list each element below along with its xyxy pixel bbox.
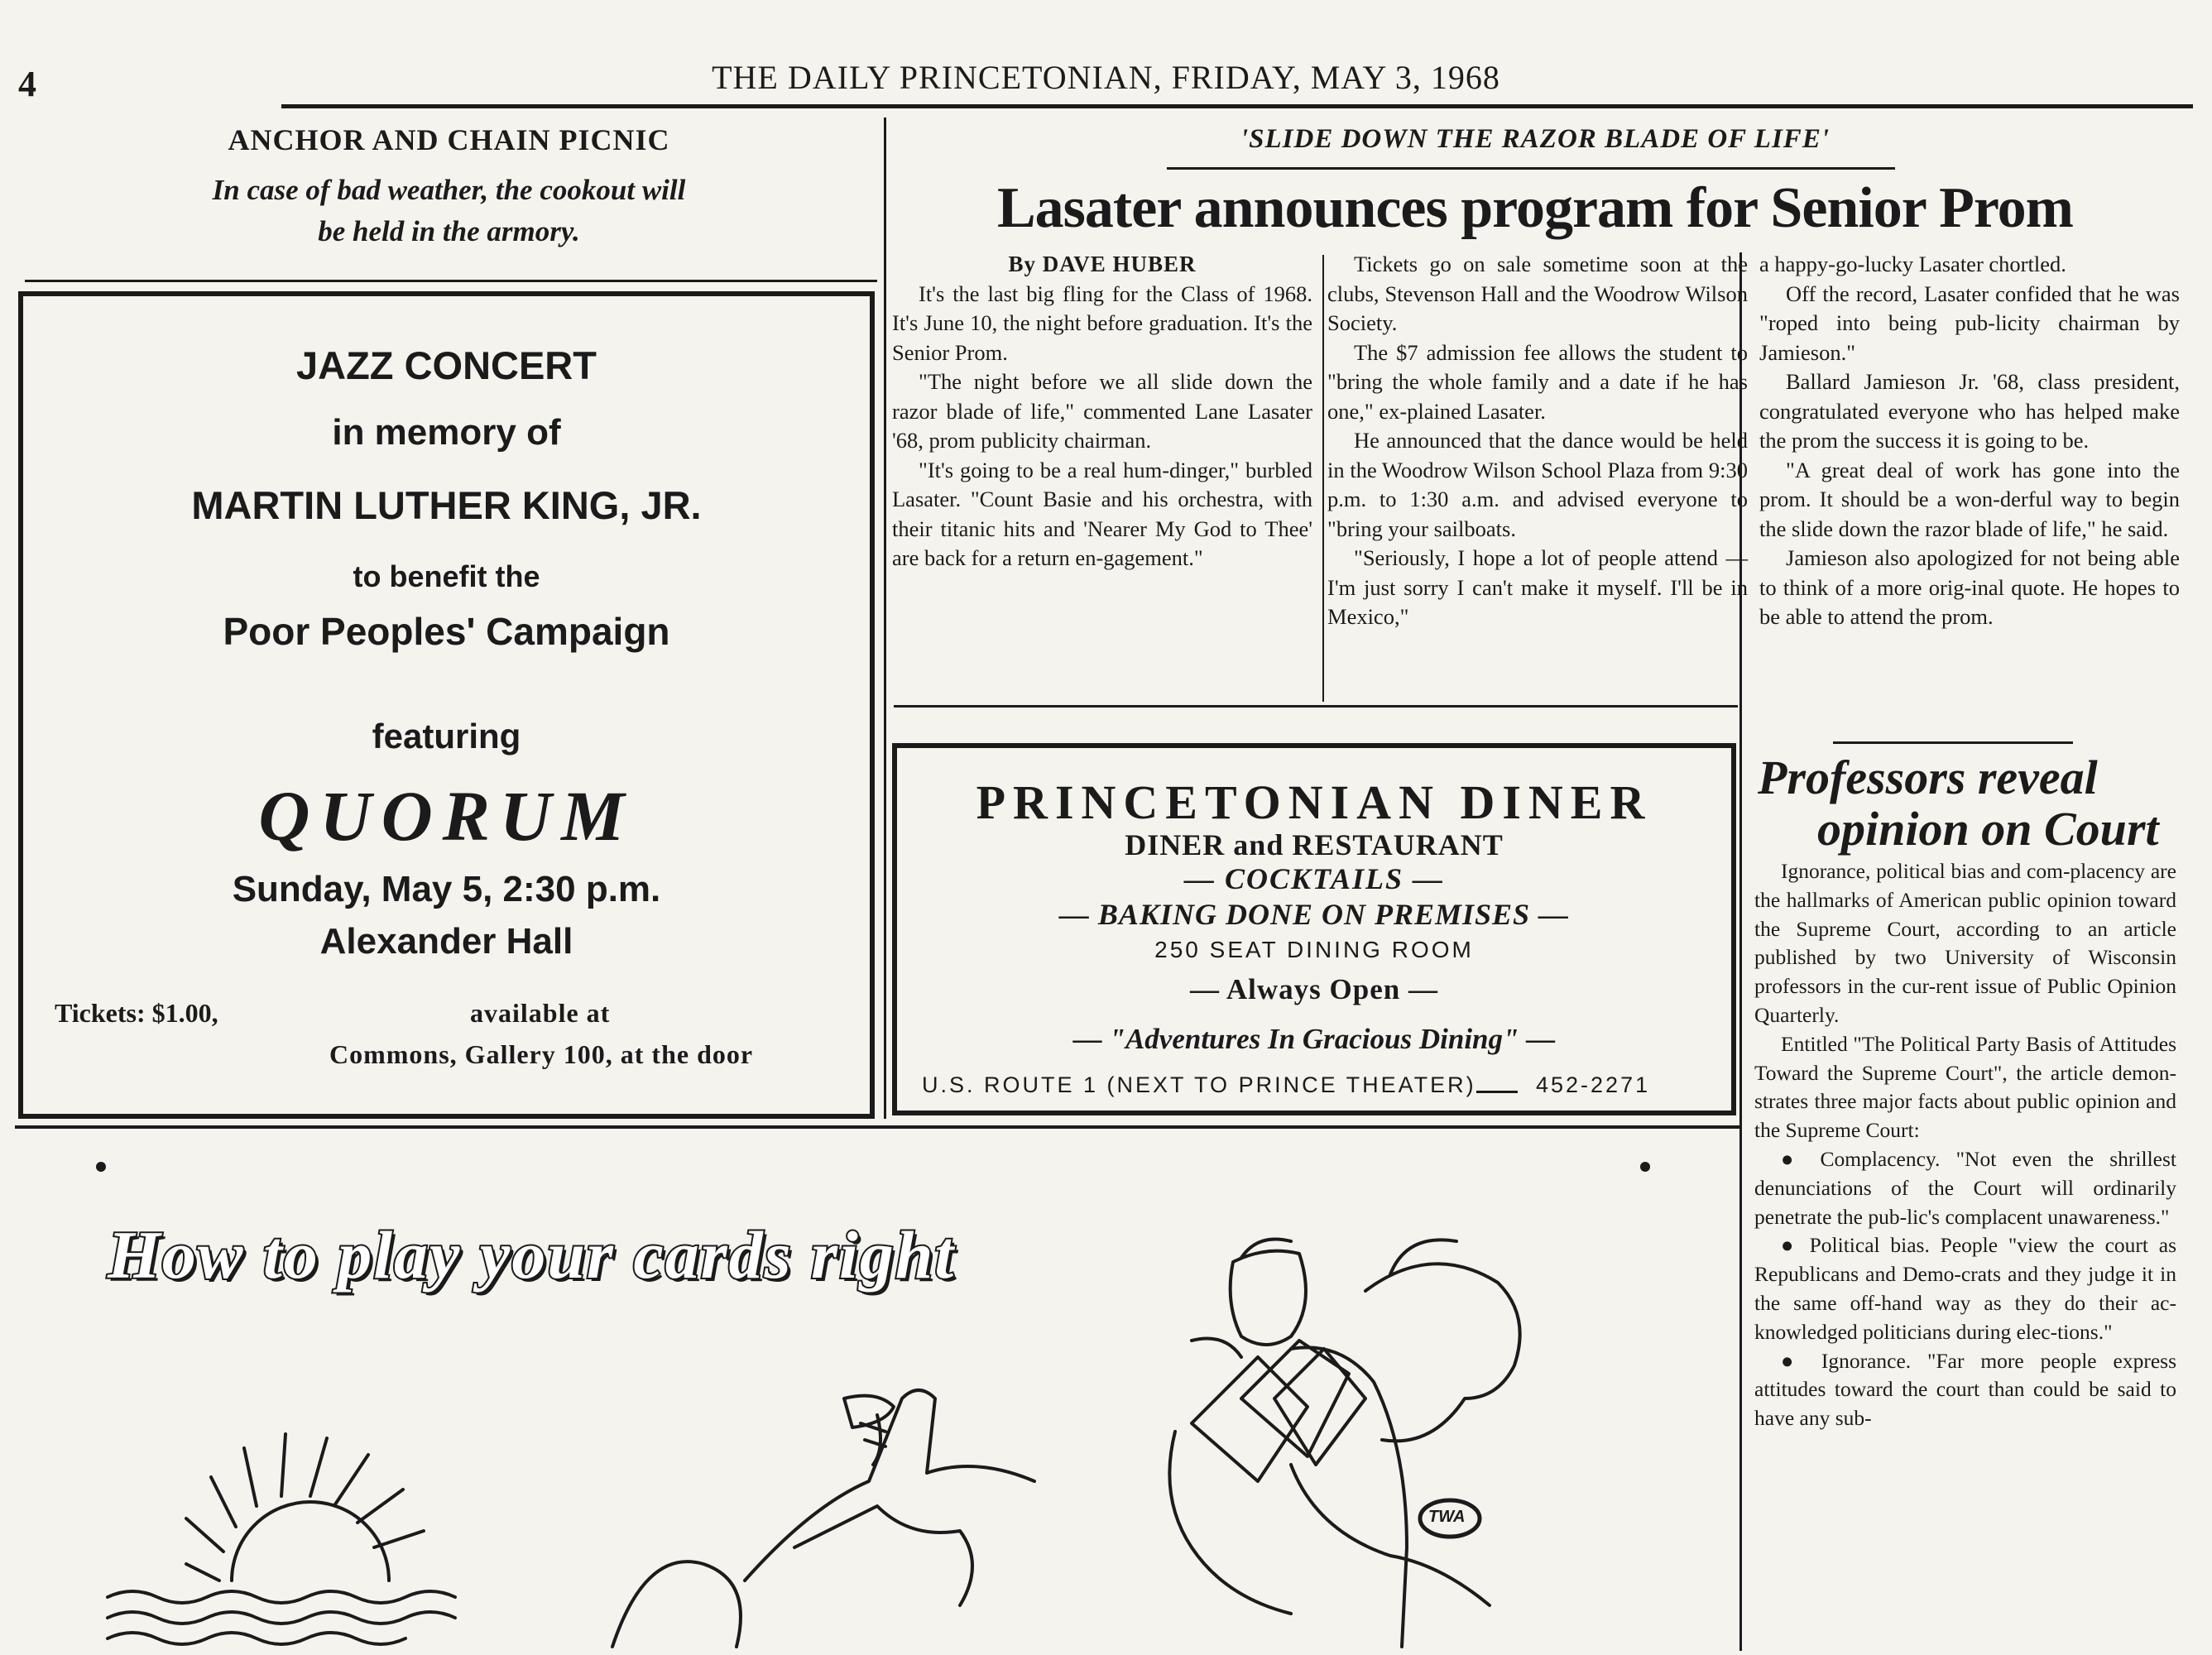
court-top-rule <box>1833 741 2073 744</box>
prom-column-2 <box>1327 250 1748 632</box>
page-number: 4 <box>18 64 36 104</box>
paragraph: "Seriously, I hope a lot of people attend — I'm just sorry I can't make it myself. I'll be in Mexico," <box>1327 545 1748 629</box>
jazz-campaign: Poor Peoples' Campaign <box>223 610 670 653</box>
paragraph: ● Ignorance. "Far more people express attitudes toward the court than could be said to have any sub- <box>1754 1348 2176 1431</box>
court-body <box>1754 857 2176 1433</box>
jazz-date: Sunday, May 5, 2:30 p.m. <box>232 869 661 909</box>
court-headline-2: opinion on Court <box>1817 802 2159 856</box>
jazz-benefit: to benefit the <box>353 559 540 593</box>
diner-subtitle: DINER and RESTAURANT <box>1125 828 1504 861</box>
paragraph: Tickets go on sale sometime soon at the clubs, Stevenson Hall and the Woodrow Wilson Society. <box>1327 252 1748 335</box>
paragraph: Ignorance, political bias and com-placency are the hallmarks of American public opinion toward the Supreme Court, according to an article published by two University of Wisconsin professors in the cur-rent issue of Public Opinion Quarterly. <box>1754 859 2176 1027</box>
jazz-memory: in memory of <box>332 412 561 453</box>
jazz-honoree: MARTIN LUTHER KING, JR. <box>191 483 702 527</box>
diner-slogan: — "Adventures In Gracious Dining" — <box>1072 1023 1556 1055</box>
jazz-venue: Alexander Hall <box>319 921 573 962</box>
picnic-line-2: be held in the armory. <box>318 215 580 247</box>
jazz-featuring: featuring <box>372 717 521 756</box>
diner-baking: — BAKING DONE ON PREMISES — <box>1058 898 1570 931</box>
diner-phone: 452-2271 <box>1536 1072 1651 1097</box>
paragraph: Off the record, Lasater confided that he was "roped into being pub-licity chairman by Jamieson." <box>1759 281 2180 365</box>
diner-seats: 250 SEAT DINING ROOM <box>1154 937 1474 962</box>
paragraph: Jamieson also apologized for not being able to think of a more orig-inal quote. He hopes to be able to attend the prom. <box>1759 545 2180 629</box>
newspaper-masthead: THE DAILY PRINCETONIAN, FRIDAY, MAY 3, 1968 <box>712 59 1500 96</box>
jazz-tickets: Tickets: $1.00, <box>55 998 218 1028</box>
paragraph: "It's going to be a real hum-dinger," burbled Lasater. "Count Basie and his orchestra, with their titanic hits and 'Nearer My God to Thee' are back for a return en-gagement." <box>892 457 1312 570</box>
water-waves <box>108 1591 455 1644</box>
reclining-figure <box>612 1390 1034 1647</box>
picnic-rule <box>25 280 877 282</box>
diner-cocktails: — COCKTAILS — <box>1183 862 1445 895</box>
paragraph: The $7 admission fee allows the student to "bring the whole family and a date if he has one," ex-plained Lasater. <box>1327 339 1748 424</box>
diner-hours: — Always Open — <box>1190 973 1438 1005</box>
paragraph: ● Political bias. People "view the court as Republicans and Demo-crats and they judge it in the same off-hand way as they do their ac-knowledged politicians during elec-tions." <box>1754 1233 2176 1344</box>
picnic-heading: ANCHOR AND CHAIN PICNIC <box>228 123 670 156</box>
paragraph: He announced that the dance would be held in the Woodrow Wilson School Plaza from 9:30 p.m. to 1:30 a.m. and advised everyone to "bring your sailboats. <box>1327 428 1748 541</box>
ads-bottom-rule <box>15 1125 1740 1129</box>
diner-address: U.S. ROUTE 1 (NEXT TO PRINCE THEATER) <box>922 1072 1476 1097</box>
court-headline-1: Professors reveal <box>1758 751 2098 804</box>
prom-column-1 <box>892 250 1312 573</box>
column-divider-left <box>884 118 886 1119</box>
diner-name: PRINCETONIAN DINER <box>976 775 1653 829</box>
diner-ad <box>892 743 1736 1115</box>
prom-column-3 <box>1759 250 2180 632</box>
masthead-rule <box>281 104 2193 108</box>
jazz-title: JAZZ CONCERT <box>296 343 597 387</box>
picnic-line-1: In case of bad weather, the cookout will <box>212 174 686 206</box>
prom-bottom-rule <box>894 705 1738 708</box>
paragraph: It's the last big fling for the Class of 1968. It's June 10, the night before graduation. It's the Senior Prom. <box>892 281 1312 365</box>
paragraph: ● Complacency. "Not even the shrillest denunciations of the Court will ordinarily penetrate the pub-lic's complacent unawareness." <box>1754 1146 2176 1229</box>
diner-address-dash <box>1476 1091 1518 1093</box>
paragraph: "The night before we all slide down the razor blade of life," commented Lane Lasater '68, prom publicity chairman. <box>892 369 1312 453</box>
twa-ad-illustration <box>0 1150 1730 1655</box>
jazz-locations: Commons, Gallery 100, at the door <box>329 1039 754 1069</box>
twa-badge-text: TWA <box>1428 1508 1466 1526</box>
prom-headline: Lasater announces program for Senior Prom <box>996 176 2073 240</box>
paragraph: Ballard Jamieson Jr. '68, class president, congratulated everyone who has helped make the prom the success it is going to be. <box>1759 369 2180 453</box>
twa-ad-headline: How to play your cards right <box>108 1217 956 1293</box>
kicker-rule <box>1167 167 1895 170</box>
paragraph: a happy-go-lucky Lasater chortled. <box>1759 252 2066 276</box>
prom-kicker: 'SLIDE DOWN THE RAZOR BLADE OF LIFE' <box>1240 124 1831 154</box>
sun-icon <box>186 1434 424 1581</box>
card-player <box>1169 1240 1519 1648</box>
jazz-band-name: QUORUM <box>258 776 635 856</box>
inner-divider-1 <box>1322 255 1324 702</box>
paragraph: "A great deal of work has gone into the prom. It should be a won-derful way to begin the slide down the razor blade of life," he said. <box>1759 457 2180 541</box>
prom-byline: By DAVE HUBER <box>1008 252 1197 276</box>
jazz-concert-ad <box>18 291 875 1119</box>
paragraph: Entitled "The Political Party Basis of Attitudes Toward the Supreme Court", the article demon-strates three major facts about public opinion and the Supreme Court: <box>1754 1031 2176 1143</box>
jazz-available: available at <box>470 998 611 1028</box>
